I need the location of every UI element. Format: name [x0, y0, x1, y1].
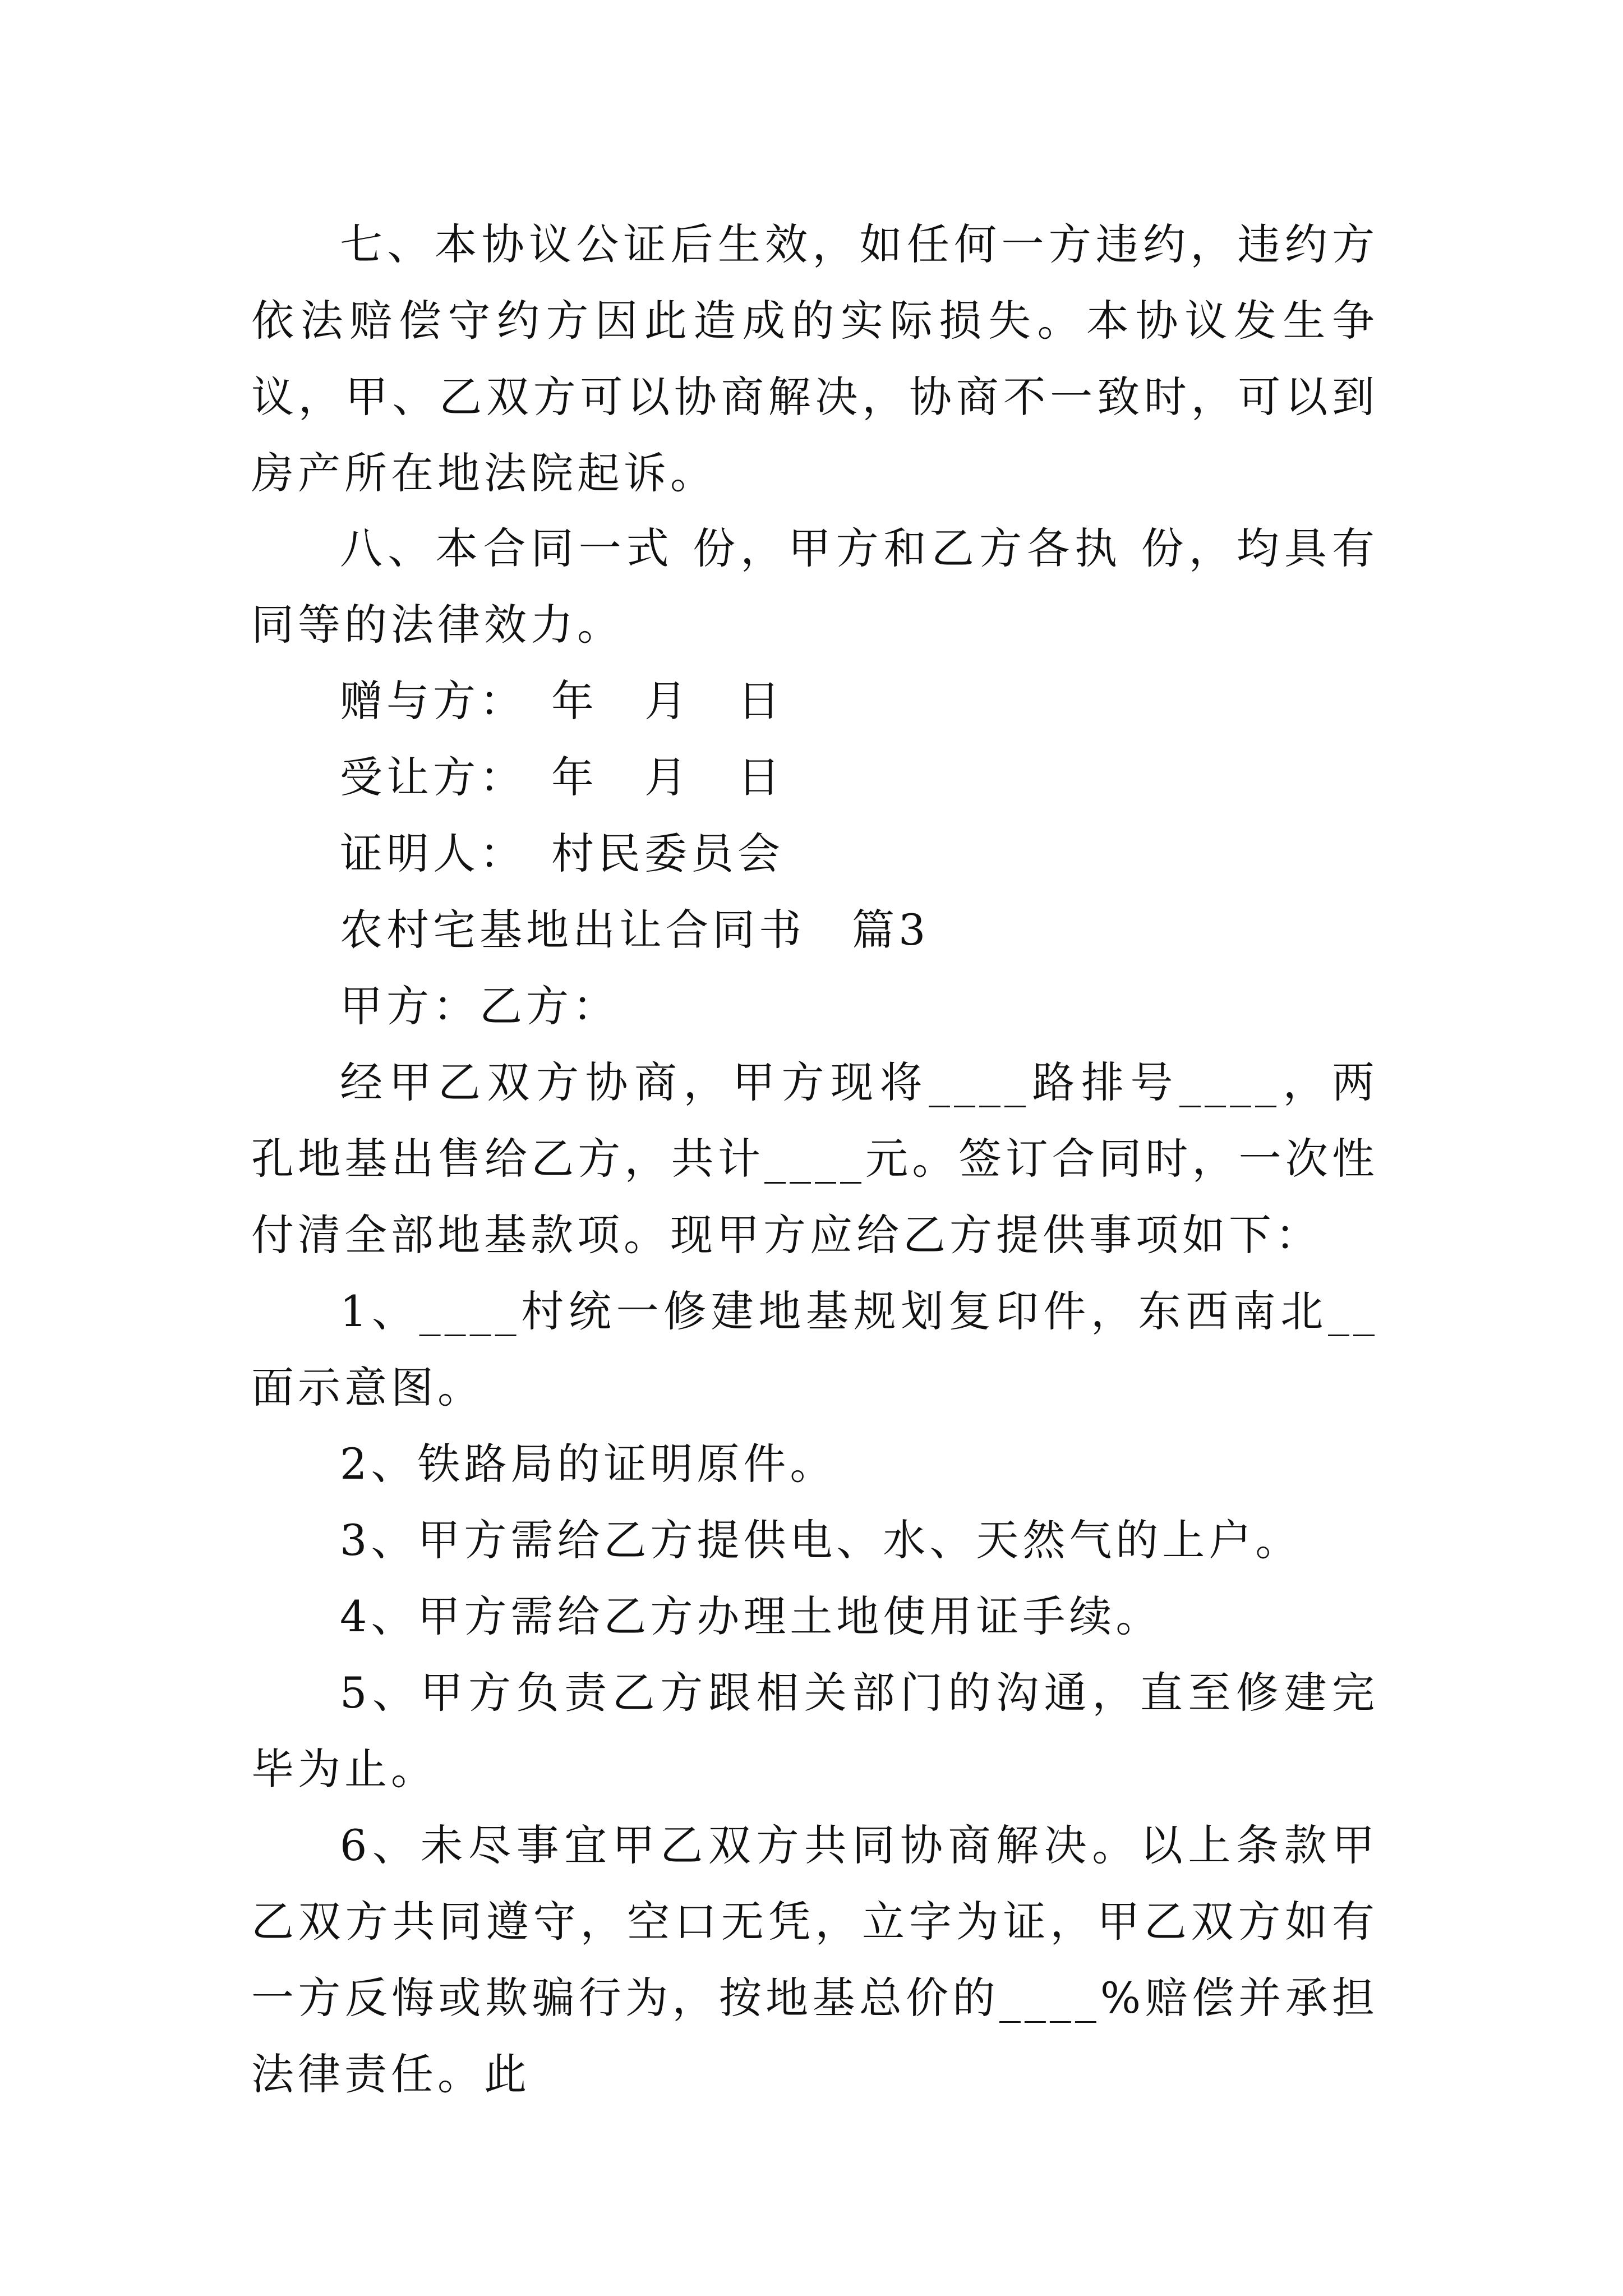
signature-donor-line: 赠与方： 年 月 日: [340, 676, 784, 726]
list-item-5: 5、甲方负责乙方跟相关部门的沟通，直至修建完毕为止。: [251, 1668, 1378, 1794]
list-item-2: 2、铁路局的证明原件。: [340, 1439, 837, 1489]
section-title: 农村宅基地出让合同书 篇3: [340, 905, 930, 955]
paragraph-intro: 经甲乙双方协商，甲方现将____路排号____，两孔地基出售给乙方，共计____元。签订合同时，一次性付清全部地基款项。现甲方应给乙方提供事项如下：: [251, 1057, 1378, 1260]
list-item-3: 3、甲方需给乙方提供电、水、天然气的上户。: [340, 1515, 1302, 1565]
list-item-1: 1、____村统一修建地基规划复印件，东西南北__面示意图。: [251, 1286, 1378, 1412]
paragraph-clause-7: 七、本协议公证后生效，如任何一方违约，违约方依法赔偿守约方因此造成的实际损失。本协议发生争议，甲、乙双方可以协商解决，协商不一致时，可以到房产所在地法院起诉。: [251, 219, 1378, 498]
parties-line: 甲方：乙方：: [340, 981, 619, 1031]
list-item-6: 6、未尽事宜甲乙双方共同协商解决。以上条款甲乙双方共同遵守，空口无凭，立字为证，甲乙双方如有一方反悔或欺骗行为，按地基总价的____%赔偿并承担法律责任。此: [251, 1820, 1378, 2099]
paragraph-clause-8: 八、本合同一式 份，甲方和乙方各执 份，均具有同等的法律效力。: [251, 523, 1378, 650]
signature-receiver-line: 受让方： 年 月 日: [340, 752, 784, 802]
list-item-4: 4、甲方需给乙方办理土地使用证手续。: [340, 1591, 1163, 1641]
signature-witness-line: 证明人： 村民委员会: [340, 829, 784, 878]
